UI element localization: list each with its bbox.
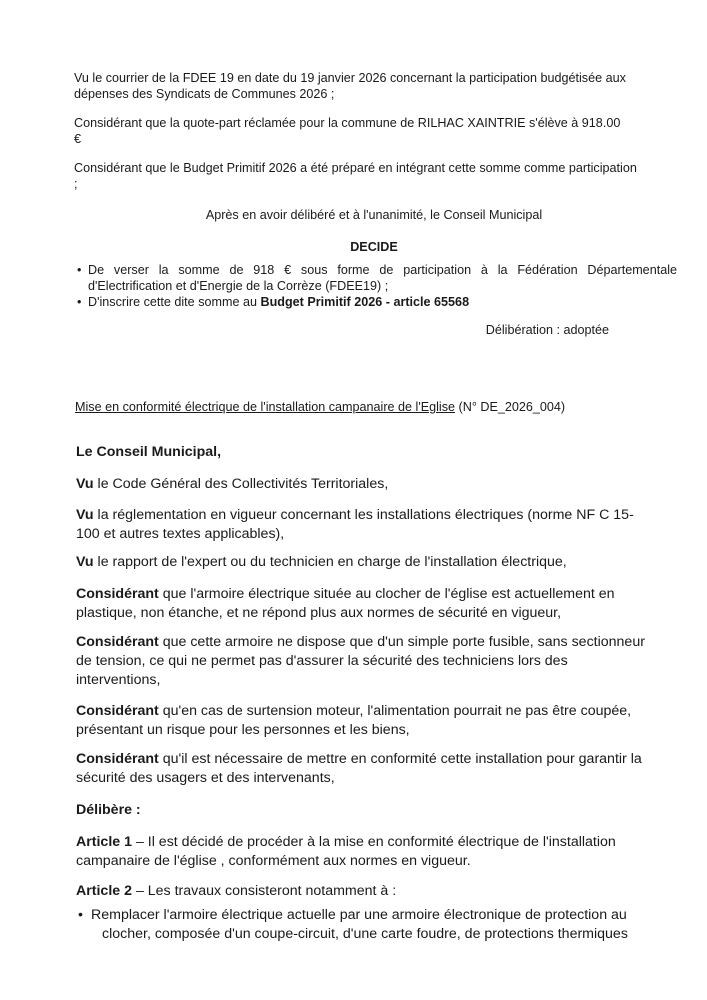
article-label: Article 2: [76, 883, 132, 899]
section-ref: (N° DE_2026_004): [455, 400, 566, 414]
text-line: interventions,: [76, 672, 161, 688]
text-line: le rapport de l'expert ou du technicien en charge de l'installation électrique,: [93, 554, 567, 570]
text-line: la réglementation en vigueur concernant les installations électriques (norme NF C 15-: [93, 507, 634, 523]
text-line: plastique, non étanche, et ne répond plus aux normes de sécurité en vigueur,: [76, 605, 562, 621]
vu-label: Vu: [76, 476, 94, 492]
considerant-4: [76, 750, 666, 788]
vu-label: Vu: [76, 554, 94, 570]
considerant-1: [76, 585, 666, 623]
considerant-2: [76, 633, 666, 690]
vu-label: Vu: [76, 507, 94, 523]
deliberation-line: Après en avoir délibéré et à l'unanimité, le Conseil Municipal: [205, 208, 543, 222]
text-line: d'Electrification et d'Energie de la Corrèze (FDEE19) ;: [88, 279, 389, 293]
text-line: sécurité des usagers et des intervenants,: [76, 770, 335, 786]
considerant-label: Considérant: [76, 703, 159, 719]
text-line: 100 et autres textes applicables),: [76, 526, 285, 542]
text-line: que l'armoire électrique située au clocher de l'église est actuellement en: [158, 586, 615, 602]
text-line: de tension, ce qui ne permet pas d'assurer la sécurité des techniciens lors des: [76, 653, 568, 669]
section-title-text: Mise en conformité électrique de l'installation campanaire de l'Eglise: [75, 400, 456, 414]
council-heading: Le Conseil Municipal,: [76, 444, 222, 460]
decide-bullet-1: [77, 262, 677, 296]
bullet-dot: •: [77, 263, 82, 277]
text-line: – Il est décidé de procéder à la mise en conformité électrique de l'installation: [132, 834, 616, 850]
vu-cgct: [76, 475, 666, 494]
paragraph-quote-part: [74, 115, 674, 147]
article-2: [76, 882, 666, 901]
text-line: le Code Général des Collectivités Territoriales,: [93, 476, 389, 492]
text-line: De verser la somme de 918 € sous forme de participation à la Fédération Départementale: [88, 263, 677, 277]
decide-heading: DECIDE: [350, 240, 398, 254]
text-line: Considérant que le Budget Primitif 2026 a été préparé en intégrant cette somme comme participation: [74, 161, 637, 175]
bullet-dot: •: [78, 907, 83, 923]
text-line: qu'il est nécessaire de mettre en conformité cette installation pour garantir la: [158, 751, 642, 767]
text-line: qu'en cas de surtension moteur, l'alimentation pourrait ne pas être coupée,: [158, 703, 632, 719]
article-2-bullet: [78, 906, 668, 946]
text-line: dépenses des Syndicats de Communes 2026 ;: [74, 87, 335, 101]
bullet-dot: •: [77, 295, 82, 309]
text-line: ;: [74, 177, 78, 191]
text-line: Considérant que la quote-part réclamée pour la commune de RILHAC XAINTRIE s'élève à 918.00: [74, 116, 621, 130]
text-line: présentant un risque pour les personnes et les biens,: [76, 722, 410, 738]
delibere-heading: Délibère :: [76, 802, 141, 818]
article-1: [76, 833, 666, 871]
text-line: que cette armoire ne dispose que d'un simple porte fusible, sans sectionneur: [158, 634, 645, 650]
budget-article-ref: Budget Primitif 2026 - article 65568: [260, 295, 470, 309]
text-line: campanaire de l'église , conformément aux normes en vigueur.: [76, 853, 471, 869]
considerant-label: Considérant: [76, 751, 159, 767]
deliberation-result: Délibération : adoptée: [485, 323, 609, 337]
text-line: Vu le courrier de la FDEE 19 en date du 19 janvier 2026 concernant la participation budgétisée aux: [74, 71, 626, 85]
vu-reglementation: [76, 506, 666, 544]
section-title: [75, 399, 675, 415]
paragraph-budget: [74, 160, 674, 192]
text-line: clocher, composée d'un coupe-circuit, d'une carte foudre, de protections thermiques: [102, 926, 628, 942]
considerant-label: Considérant: [76, 634, 159, 650]
paragraph-courrier: [74, 70, 674, 102]
text-line: Remplacer l'armoire électrique actuelle par une armoire électronique de protection au: [91, 907, 627, 923]
considerant-label: Considérant: [76, 586, 159, 602]
text-line: – Les travaux consisteront notamment à :: [132, 883, 397, 899]
vu-rapport: [76, 553, 666, 572]
text-line: D'inscrire cette dite somme au: [88, 295, 261, 309]
text-line: €: [74, 132, 82, 146]
article-label: Article 1: [76, 834, 132, 850]
considerant-3: [76, 702, 666, 740]
